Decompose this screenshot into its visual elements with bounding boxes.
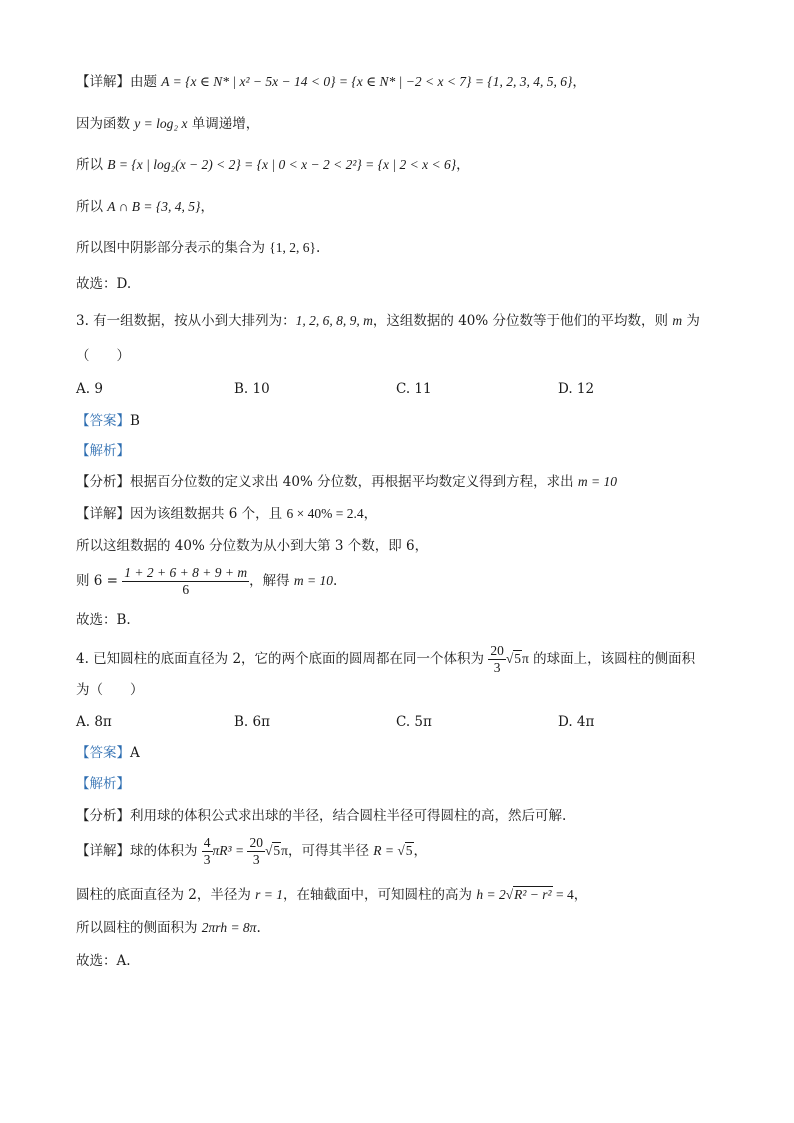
q3-detail-line — [76, 504, 377, 524]
text: ，解得 — [249, 573, 294, 589]
text: ，在轴截面中，可知圆柱的高为 — [283, 887, 477, 903]
q3-option-d: D. 12 — [558, 381, 595, 397]
q3-percentile-line: 所以这组数据的 40% 分位数为从小到大第 3 个数，即 6， — [76, 538, 429, 554]
q4-option-a: A. 8π — [76, 714, 112, 730]
radicand: 5 — [405, 843, 413, 858]
punct: ， — [573, 887, 588, 903]
q3-option-c: C. 11 — [396, 381, 432, 397]
q4-analysis-tag: 【解析】 — [76, 776, 130, 792]
text: 3. 有一组数据，按从小到大排列为： — [76, 313, 296, 329]
q3-answer — [76, 411, 140, 431]
text: 4. 已知圆柱的底面直径为 2，它的两个底面的圆周都在同一个体积为 — [76, 651, 489, 667]
answer-value: B — [130, 413, 140, 429]
four-thirds-fraction — [202, 835, 213, 868]
text: ，可得其半径 — [287, 843, 374, 859]
solution-line-set-a — [76, 72, 586, 92]
math: m = 10 — [577, 474, 617, 489]
choice-line-q3: 故选：B. — [76, 612, 131, 628]
fraction-denominator: 6 — [182, 582, 190, 597]
text: 所以圆柱的侧面积为 — [76, 920, 202, 936]
radicand: 5 — [273, 843, 281, 858]
math: R = — [373, 843, 398, 858]
text: 【详解】因为该组数据共 6 个，且 — [76, 506, 287, 522]
text: 因为函数 — [76, 116, 135, 132]
math: r = 1 — [255, 887, 284, 902]
text: 圆柱的底面直径为 2，半径为 — [76, 887, 256, 903]
radicand: 5 — [514, 651, 522, 666]
punct: ， — [413, 843, 428, 859]
q4-stem: 4. 已知圆柱的底面直径为 2，它的两个底面的圆周都在同一个体积为 $\frac{20}{3}$ √5π 的球面上，该圆柱的侧面积 — [76, 643, 696, 675]
answer-value: A — [130, 745, 140, 761]
punct: ， — [200, 199, 214, 215]
q4-lateral-area-line — [76, 918, 261, 938]
text: 【分析】根据百分位数的定义求出 40% 分位数，再根据平均数定义得到方程，求出 — [76, 474, 578, 490]
punct: ， — [572, 74, 586, 90]
mean-fraction — [122, 565, 249, 598]
text: 所以 — [76, 157, 108, 173]
pi: π — [522, 651, 529, 666]
fraction-denominator: 3 — [493, 660, 501, 675]
choice-line-q2: 故选：D. — [76, 276, 132, 292]
math: πR³ = — [212, 843, 248, 858]
q3-option-a: A. 9 — [76, 381, 103, 397]
punct: ， — [456, 157, 470, 173]
q4-option-c: C. 5π — [396, 714, 432, 730]
pi: π — [281, 843, 288, 858]
answer-tag: 【答案】 — [76, 413, 130, 429]
q3-data-list: 1, 2, 6, 8, 9, m — [295, 313, 373, 328]
punct: ， — [363, 506, 378, 522]
fraction-numerator: 1 + 2 + 6 + 8 + 9 + m — [124, 565, 248, 580]
text: 则 6 = — [76, 573, 123, 589]
text: 的球面上，该圆柱的侧面积 — [528, 651, 696, 667]
math: 6 × 40% = 2.4 — [286, 506, 364, 521]
answer-tag: 【答案】 — [76, 745, 130, 761]
fraction-denominator: 3 — [203, 852, 211, 867]
set-a-expression: A = {x ∈ N* | x² − 5x − 14 < 0} = {x ∈ N* | −2 < x < 7} = {1, 2, 3, 4, 5, 6} — [161, 74, 573, 89]
q3-option-b: B. 10 — [234, 381, 270, 397]
set-b-expression: B = {x | log₂(x − 2) < 2} = {x | 0 < x − 2 < 2²} = {x | 2 < x < 6} — [107, 157, 457, 172]
q3-stem — [76, 311, 700, 331]
var-m: m — [672, 313, 683, 328]
solution-line-shaded-set — [76, 238, 320, 258]
text: ，这组数据的 40% 分位数等于他们的平均数，则 — [372, 313, 673, 329]
q3-paren: （ ） — [76, 348, 130, 364]
q4-option-d: D. 4π — [558, 714, 595, 730]
radicand: R² − r² — [514, 887, 552, 902]
shaded-set: {1, 2, 6} — [269, 240, 317, 255]
q4-height-line: 圆柱的底面直径为 2，半径为 r = 1，在轴截面中，可知圆柱的高为 h = 2√R² − r² = 4， — [76, 887, 588, 903]
fraction-numerator: 20 — [490, 643, 504, 658]
math: 2πrh = 8π — [201, 920, 257, 935]
choice-line-q4: 故选：A. — [76, 953, 131, 969]
fraction-numerator: 20 — [249, 835, 263, 850]
math: = 4 — [552, 887, 574, 902]
q4-analysis-line: 【分析】利用球的体积公式求出球的半径，结合圆柱半径可得圆柱的高，然后可解. — [76, 808, 567, 824]
solution-line-intersection — [76, 197, 214, 217]
volume-fraction — [488, 643, 506, 676]
solution-line-set-b — [76, 155, 470, 175]
punct: . — [316, 240, 321, 256]
text: 所以 — [76, 199, 108, 215]
math: m = 10 — [293, 573, 333, 588]
text: 所以图中阴影部分表示的集合为 — [76, 240, 270, 256]
punct: . — [333, 573, 338, 589]
q4-option-b: B. 6π — [234, 714, 270, 730]
solution-line-log-monotonic — [76, 114, 259, 134]
math: h = 2 — [476, 887, 506, 902]
text: 【详解】球的体积为 — [76, 843, 202, 859]
q3-equation-line — [76, 562, 337, 600]
log-function: y = log₂ x — [134, 116, 188, 131]
q4-stem-line2: 为（ ） — [76, 682, 144, 698]
q4-answer — [76, 743, 140, 763]
fraction-denominator: 3 — [252, 852, 260, 867]
volume-fraction — [247, 835, 265, 868]
q3-analysis-tag: 【解析】 — [76, 443, 130, 459]
text: 为 — [682, 313, 700, 329]
text: 单调递增， — [187, 116, 260, 132]
fraction-numerator: 4 — [203, 835, 211, 850]
intersection-expression: A ∩ B = {3, 4, 5} — [107, 199, 201, 214]
detail-tag: 【详解】由题 — [76, 74, 162, 90]
q4-detail-line: 【详解】球的体积为 $\frac{4}{3}$ πR³ = $\frac{20}{3}$ √5π，可得其半径 R = √5， — [76, 835, 428, 867]
punct: . — [256, 920, 261, 936]
q3-analysis-line — [76, 472, 617, 492]
